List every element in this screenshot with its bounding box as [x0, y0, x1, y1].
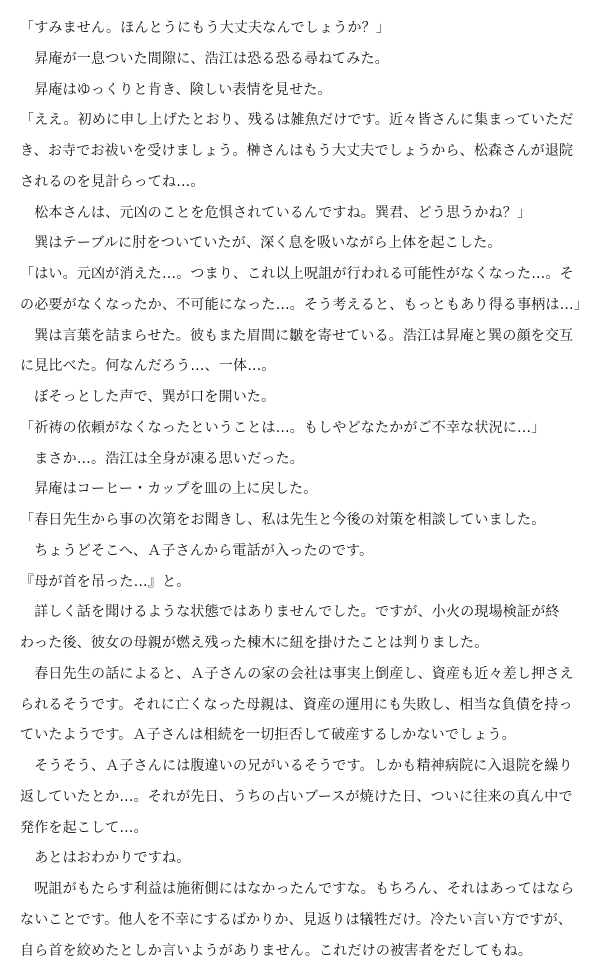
text-line: 詳しく話を聞けるような状態ではありませんでした。ですが、小火の現場検証が終 [20, 604, 560, 621]
text-line: 呪詛がもたらす利益は施術側にはなかったんですな。もちろん、それはあってはなら [20, 881, 575, 897]
text-line: き、お寺でお祓いを受けましょう。榊さんはもう大丈夫でしょうから、松森さんが退院 [20, 143, 574, 159]
text-line: そうそう、Ａ子さんには腹違いの兄がいるそうです。しかも精神病院に入退院を繰り [20, 758, 573, 774]
text-line: られるそうです。それに亡くなった母親は、資産の運用にも失敗し、相当な負債を持っ [20, 696, 573, 713]
text-line: 発作を起こして…。 [20, 819, 148, 836]
text-line: まさか…。浩江は全身が凍る思いだった。 [20, 450, 304, 467]
text-line: 昇庵が一息ついた間隙に、浩江は恐る恐る尋ねてみた。 [20, 50, 389, 67]
text-line: ていたようです。Ａ子さんは相続を一切拒否して破産するしかないでしょう。 [20, 727, 516, 744]
text-line: わった後、彼女の母親が燃え残った棟木に紐を掛けたことは判りました。 [20, 635, 489, 651]
text-line: 巽はテーブルに肘をついていたが、深く息を吸いながら上体を起こした。 [20, 235, 502, 252]
text-line: ちょうどそこへ、Ａ子さんから電話が入ったのです。 [20, 542, 374, 559]
text-line: 昇庵はコーヒー・カップを皿の上に戻した。 [20, 481, 318, 498]
text-line: 「すみません。ほんとうにもう大丈夫なんでしょうか？」 [20, 20, 391, 36]
text-line: の必要がなくなったか、不可能になった…。そう考えると、もっともあり得る事柄は…」 [20, 296, 588, 313]
document-body [20, 13, 594, 966]
text-line: 巽は言葉を詰まらせた。彼もまた眉間に皺を寄せている。浩江は昇庵と巽の顔を交互 [20, 327, 574, 344]
text-line: ないことです。他人を不幸にするばかりか、見返りは犠牲だけ。冷たい言い方ですが、 [20, 911, 573, 928]
text-line: 「ええ。初めに申し上げたとおり、残るは雑魚だけです。近々皆さんに集まっていただ [20, 112, 574, 129]
text-line: 『母が首を吊った…』と。 [20, 573, 191, 590]
text-line: に見比べた。何なんだろう…、一体…。 [20, 358, 276, 375]
text-line: ぼそっとした声で、巽が口を開いた。 [20, 389, 276, 405]
text-line: 松本さんは、元凶のことを危惧されているんですね。巽君、どう思うかね？」 [20, 204, 532, 221]
text-line: 「はい。元凶が消えた…。つまり、これ以上呪詛が行われる可能性がなくなった…。そ [20, 266, 574, 282]
text-line: 春日先生の話によると、Ａ子さんの家の会社は事実上倒産し、資産も近々差し押さえ [20, 665, 574, 682]
text-line: 「祈祷の依頼がなくなったということは…。もしやどなたかがご不幸な状況に…」 [20, 419, 546, 436]
text-line: 昇庵はゆっくりと肯き、険しい表情を見せた。 [20, 81, 332, 98]
text-line: 返していたとか…。それが先日、うちの占いブースが焼けた日、ついに往来の真ん中で [20, 788, 573, 805]
text-line: 「春日先生から事の次第をお聞きし、私は先生と今後の対策を相談していました。 [20, 512, 546, 528]
text-line: 自ら首を絞めたとしか言いようがありません。これだけの被害者をだしてもね。 [20, 942, 533, 959]
text-line: あとはおわかりですね。 [20, 850, 191, 867]
text-line: されるのを見計らってね…。 [20, 173, 205, 190]
